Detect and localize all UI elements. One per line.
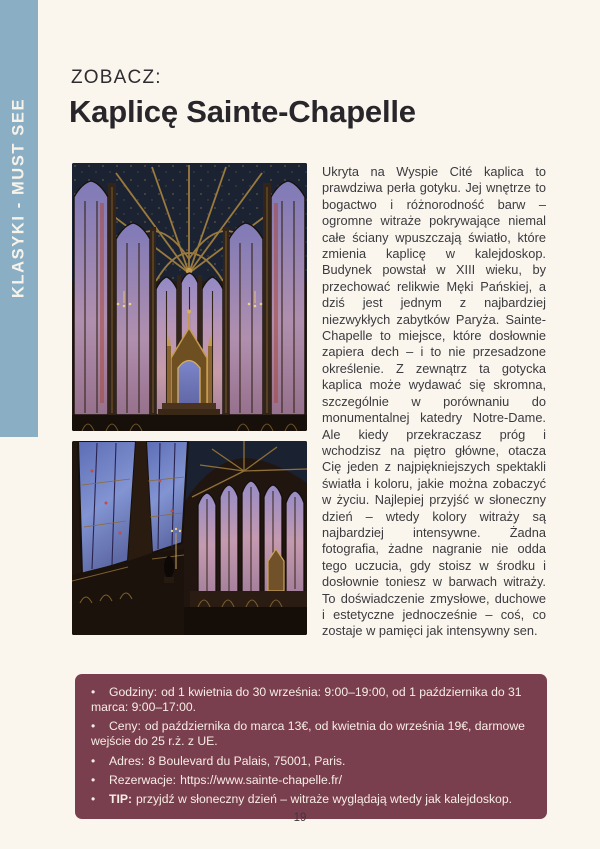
info-text: od 1 kwietnia do 30 września: 9:00–19:00, od 1 października do 31 marca: 9:00–17:00. xyxy=(91,685,522,714)
reservation-link[interactable]: https://www.sainte-chapelle.fr/ xyxy=(180,773,342,788)
bullet-icon: • xyxy=(91,792,96,807)
practical-info-box xyxy=(75,674,547,819)
info-label: TIP: xyxy=(109,792,133,807)
category-label: KLASYKI - MUST SEE xyxy=(9,97,28,299)
article-body: Ukryta na Wyspie Cité kaplica to prawdziwa perła gotyku. Jej wnętrze to bogactwo i różnorodność barw – ogromne witraże pokrywające niemal całe ściany wpuszczają światło, które zmienia kaplicę w kalejdoskop. Budynek powstał w XIII wieku, by przechować relikwie Męki Pańskiej, a dziś jest jednym z najbardziej niezwykłych zabytków Paryża. Sainte-Chapelle to miejsce, które dosłownie zapiera dech – i to nie przesadzone określenie. Z zewnątrz ta gotycka kaplica może wydawać się skromna, szczególnie w porównaniu do monumentalnej katedry Notre-Dame. Ale kiedy przekraczasz próg i wchodzisz na piętro główne, otacza Cię jeden z najpiękniejszych spektakli światła i koloru, jakie można zobaczyć w życiu. Najlepiej przyjść w słoneczny dzień – wtedy kolory witraży są najbardziej intensywne. Żadna fotografia, żadne nagranie nie odda tego uczucia, gdy stoisz w środku i dosłownie toniesz w barwach witraży. To doświadczenie zmysłowe, duchowe i estetyczne jednocześnie – coś, co zostaje w pamięci jak intensywny sen. xyxy=(322,164,546,639)
bullet-icon: • xyxy=(91,685,96,699)
info-label: Rezerwacje: xyxy=(109,773,177,788)
info-item-tip xyxy=(91,792,531,807)
chapel-photo-interior xyxy=(72,441,307,635)
info-item-godziny xyxy=(91,685,531,715)
info-item-ceny xyxy=(91,719,531,749)
info-list xyxy=(91,685,531,807)
section-kicker: ZOBACZ: xyxy=(71,67,162,88)
info-text: przyjdź w słoneczny dzień – witraże wyglądają wtedy jak kalejdoskop. xyxy=(136,792,512,807)
bullet-icon: • xyxy=(91,773,96,788)
page-number: 19 xyxy=(293,812,307,824)
chapel-photo-interior-illustration xyxy=(72,441,307,635)
info-label: Godziny: xyxy=(109,685,158,699)
chapel-photo-apse-illustration xyxy=(72,163,307,431)
category-sidebar xyxy=(0,0,38,437)
info-item-adres xyxy=(91,754,531,769)
bullet-icon: • xyxy=(91,753,96,768)
page-title: Kaplicę Sainte-Chapelle xyxy=(69,94,416,129)
bullet-icon: • xyxy=(91,719,96,734)
info-text: 8 Boulevard du Palais, 75001, Paris. xyxy=(148,753,346,768)
info-text: od października do marca 13€, od kwietnia do września 19€, darmowe wejście do 25 r.ż. z UE. xyxy=(91,719,525,749)
info-item-rezerwacje xyxy=(91,773,531,788)
chapel-photo-apse xyxy=(72,163,307,431)
info-label: Ceny: xyxy=(109,719,141,734)
info-label: Adres: xyxy=(109,753,145,768)
